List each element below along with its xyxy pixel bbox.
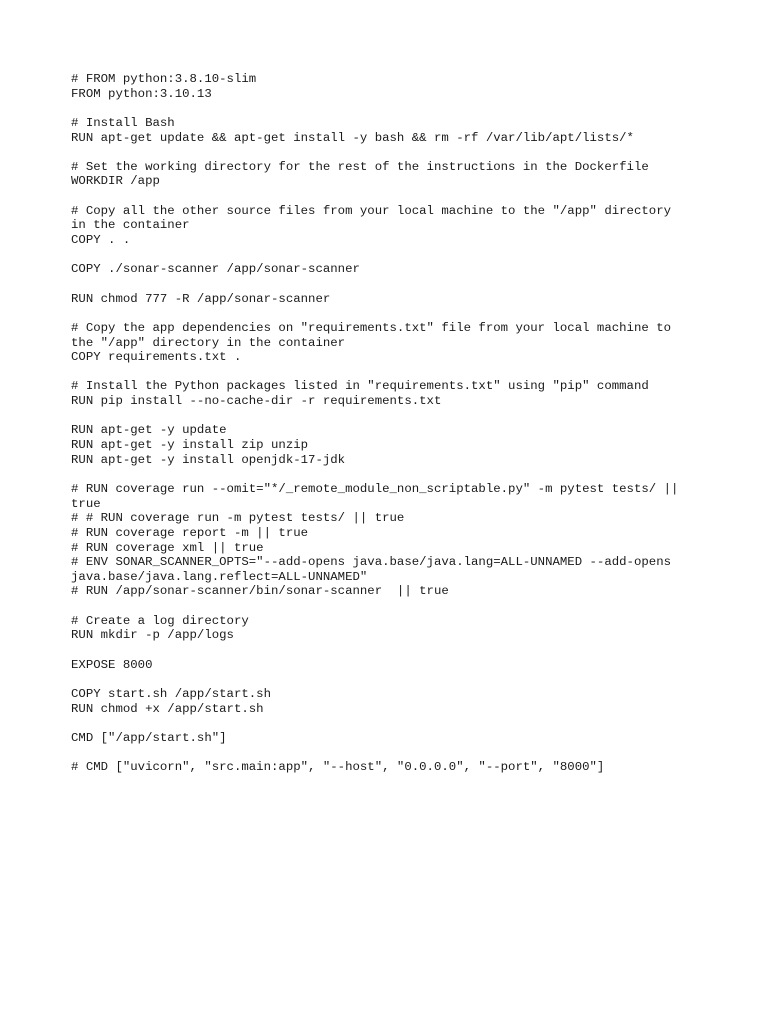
dockerfile-text <box>71 72 701 775</box>
code-line: # RUN coverage run --omit="*/_remote_module_non_scriptable.py" -m pytest tests/ || <box>71 481 679 496</box>
blank-line <box>71 145 701 160</box>
code-line: # RUN coverage xml || true <box>71 540 264 555</box>
blank-line <box>71 101 701 116</box>
code-line: # CMD ["uvicorn", "src.main:app", "--host", "0.0.0.0", "--port", "8000"] <box>71 760 605 775</box>
code-line: RUN apt-get -y update <box>71 423 227 438</box>
code-line: # RUN coverage report -m || true <box>71 525 309 540</box>
code-line: COPY . . <box>71 233 131 248</box>
code-line: RUN pip install --no-cache-dir -r requirements.txt <box>71 394 442 409</box>
code-line: the "/app" directory in the container <box>71 335 346 350</box>
code-line: # Install the Python packages listed in "requirements.txt" using "pip" command <box>71 379 649 394</box>
blank-line <box>71 745 701 760</box>
code-line: RUN mkdir -p /app/logs <box>71 628 234 643</box>
code-line: COPY requirements.txt . <box>71 350 242 365</box>
code-line: # Create a log directory <box>71 613 249 628</box>
code-line: RUN apt-get update && apt-get install -y bash && rm -rf /var/lib/apt/lists/* <box>71 130 634 145</box>
blank-line <box>71 409 701 424</box>
code-line: COPY ./sonar-scanner /app/sonar-scanner <box>71 262 360 277</box>
blank-line <box>71 365 701 380</box>
code-line: # Set the working directory for the rest of the instructions in the Dockerfile <box>71 159 649 174</box>
blank-line <box>71 248 701 263</box>
code-line: CMD ["/app/start.sh"] <box>71 730 227 745</box>
code-line: # Copy the app dependencies on "requirements.txt" file from your local machine to <box>71 320 672 335</box>
code-line: # RUN /app/sonar-scanner/bin/sonar-scanner || true <box>71 584 449 599</box>
code-line: in the container <box>71 218 190 233</box>
code-line: # Install Bash <box>71 115 175 130</box>
blank-line <box>71 599 701 614</box>
code-line: java.base/java.lang.reflect=ALL-UNNAMED" <box>71 569 368 584</box>
blank-line <box>71 716 701 731</box>
code-line: # # RUN coverage run -m pytest tests/ || true <box>71 511 405 526</box>
blank-line <box>71 189 701 204</box>
code-line: COPY start.sh /app/start.sh <box>71 686 272 701</box>
code-line: # FROM python:3.8.10-slim <box>71 72 257 86</box>
code-line: WORKDIR /app <box>71 174 160 189</box>
code-line: true <box>71 496 101 511</box>
code-line: RUN apt-get -y install openjdk-17-jdk <box>71 452 346 467</box>
code-line: RUN chmod 777 -R /app/sonar-scanner <box>71 291 331 306</box>
blank-line <box>71 467 701 482</box>
code-line: FROM python:3.10.13 <box>71 86 212 101</box>
blank-line <box>71 306 701 321</box>
blank-line <box>71 277 701 292</box>
code-line: RUN chmod +x /app/start.sh <box>71 701 264 716</box>
code-line: # ENV SONAR_SCANNER_OPTS="--add-opens java.base/java.lang=ALL-UNNAMED --add-opens <box>71 555 672 570</box>
blank-line <box>71 672 701 687</box>
code-line: EXPOSE 8000 <box>71 657 153 672</box>
code-line: # Copy all the other source files from your local machine to the "/app" directory <box>71 203 672 218</box>
blank-line <box>71 643 701 658</box>
code-line: RUN apt-get -y install zip unzip <box>71 438 309 453</box>
